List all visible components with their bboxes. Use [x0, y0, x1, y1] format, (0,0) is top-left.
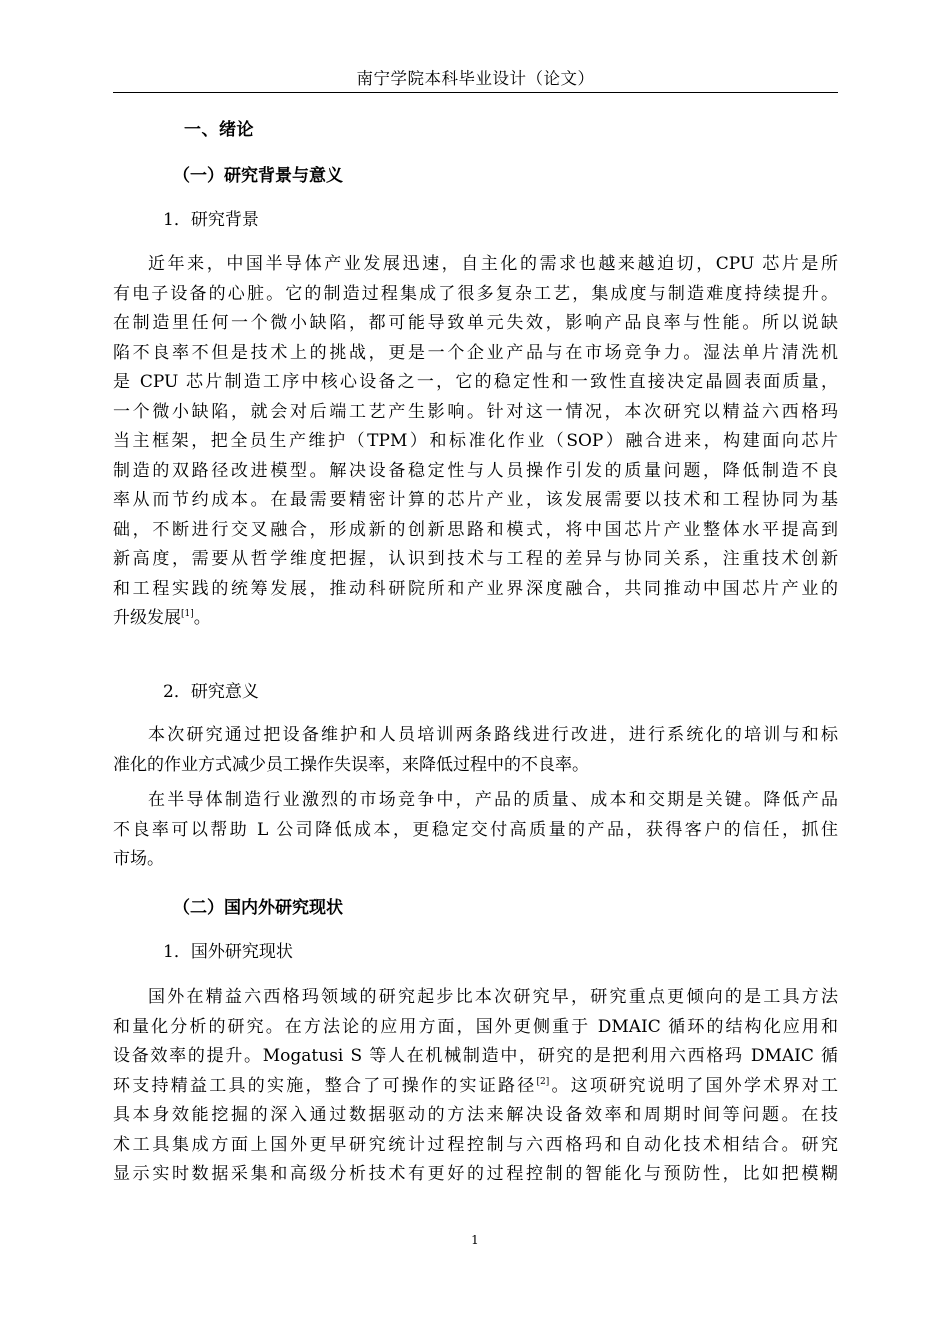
text-line: 市场。 [113, 849, 164, 869]
text-line: 一个微小缺陷，就会对后端工艺产生影响。针对这一情况，本次研究以精益六西格玛 [113, 401, 838, 422]
citation-ref: [1] [181, 609, 194, 619]
text-line: 近年来，中国半导体产业发展迅速，自主化的需求也越来越迫切，CPU 芯片是所 [148, 254, 838, 274]
text-line: 是 CPU 芯片制造工序中核心设备之一，它的稳定性和一致性直接决定晶圆表面质量， [113, 372, 838, 392]
text-line: 率从而节约成本。在最需要精密计算的芯片产业，该发展需要以技术和工程协同为基 [113, 490, 838, 510]
text-line [113, 604, 838, 634]
subsection-heading-foreign: 1．国外研究现状 [163, 942, 293, 962]
text-line: 在半导体制造行业激烈的市场竞争中，产品的质量、成本和交期是关键。降低产品 [148, 790, 838, 810]
paragraph-significance-2 [113, 786, 838, 875]
text-line: 础，不断进行交叉融合，形成新的创新思路和模式，将中国芯片产业整体水平提高到 [113, 519, 838, 540]
text-line: 陷不良率不但是技术上的挑战，更是一个企业产品与在市场竞争力。湿法单片清洗机 [113, 342, 838, 363]
paragraph-significance-1 [113, 721, 838, 780]
text-line: 不良率可以帮助 L 公司降低成本，更稳定交付高质量的产品，获得客户的信任，抓住 [113, 819, 838, 840]
text-line: 本次研究通过把设备维护和人员培训两条路线进行改进，进行系统化的培训与和标 [148, 725, 838, 745]
paragraph-background [113, 250, 838, 634]
text-line: 有电子设备的心脏。它的制造过程集成了很多复杂工艺，集成度与制造难度持续提升。 [113, 283, 838, 304]
chapter-heading: 一、绪论 [184, 120, 254, 140]
text-line: 制造的双路径改进模型。解决设备稳定性与人员操作引发的质量问题，降低制造不良 [113, 460, 838, 481]
text-line: 和工程实践的统筹发展，推动科研院所和产业界深度融合，共同推动中国芯片产业的 [113, 578, 838, 599]
text-fragment: 环支持精益工具的实施，整合了可操作的实证路径 [113, 1075, 537, 1096]
section-heading-background: （一）研究背景与意义 [173, 166, 343, 186]
text-line: 显示实时数据采集和高级分析技术有更好的过程控制的智能化与预防性，比如把模糊 [113, 1164, 838, 1184]
text-fragment: 。这项研究说明了国外学术界对工 [549, 1075, 838, 1096]
text-line: 和量化分析的研究。在方法论的应用方面，国外更侧重于 DMAIC 循环的结构化应用和 [113, 1016, 838, 1037]
text-line: 设备效率的提升。Mogatusi S 等人在机械制造中，研究的是把利用六西格玛 DMAIC 循 [113, 1046, 838, 1066]
page-number: 1 [471, 1233, 479, 1247]
text-line [113, 1072, 838, 1102]
page-header: 南宁学院本科毕业设计（论文） [356, 69, 595, 88]
text-line: 在制造里任何一个微小缺陷，都可能导致单元失效，影响产品良率与性能。所以说缺 [113, 313, 838, 333]
citation-ref: [2] [536, 1076, 550, 1087]
text-line: 具本身效能挖掘的深入通过数据驱动的方法来解决设备效率和周期时间等问题。在技 [113, 1105, 838, 1125]
text-line: 准化的作业方式减少员工操作失误率，来降低过程中的不良率。 [113, 754, 589, 775]
subsection-heading-background: 1．研究背景 [163, 210, 259, 230]
subsection-heading-significance: 2．研究意义 [163, 682, 259, 702]
text-line: 术工具集成方面上国外更早研究统计过程控制与六西格玛和自动化技术相结合。研究 [113, 1134, 838, 1155]
section-heading-status: （二）国内外研究现状 [173, 898, 343, 918]
text-line: 当主框架，把全员生产维护（TPM）和标准化作业（SOP）融合进来，构建面向芯片 [113, 431, 838, 451]
header-divider [113, 92, 838, 93]
text-fragment: 升级发展 [113, 608, 181, 628]
text-line: 国外在精益六西格玛领域的研究起步比本次研究早，研究重点更倾向的是工具方法 [148, 987, 838, 1007]
text-line: 新高度，需要从哲学维度把握，认识到技术与工程的差异与协同关系，注重技术创新 [113, 549, 838, 569]
text-fragment: 。 [193, 608, 211, 628]
paragraph-foreign [113, 983, 838, 1190]
